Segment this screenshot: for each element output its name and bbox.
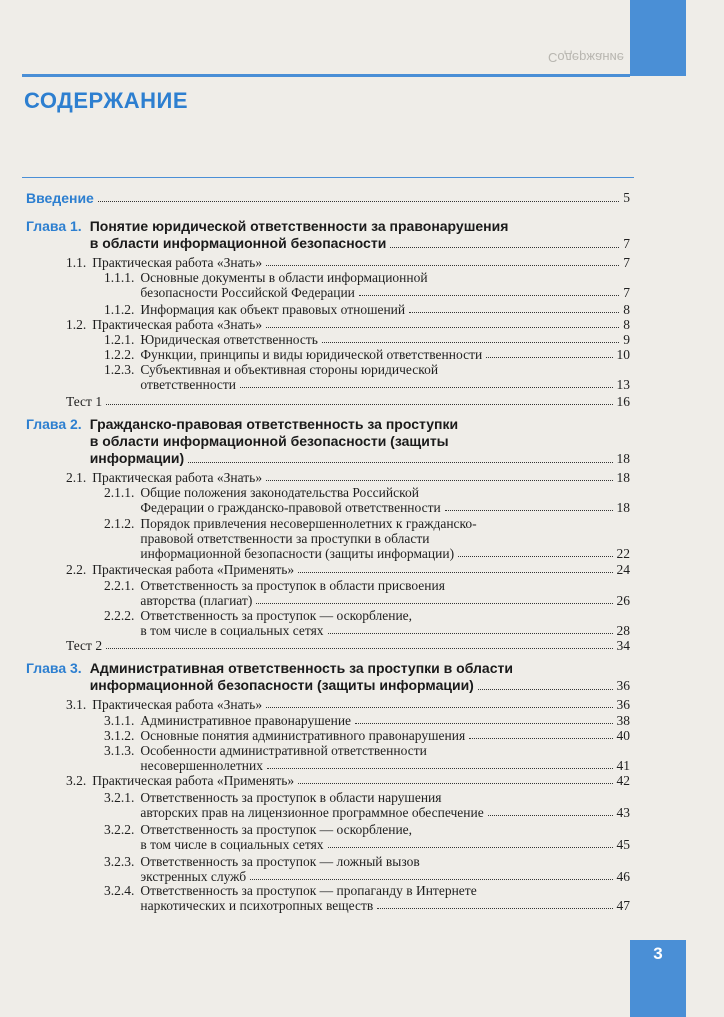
toc-entry-text: Ответственность за проступок — ложный вызов	[140, 854, 420, 869]
toc-page-number: 16	[616, 394, 630, 409]
header-label: Содержание	[548, 50, 624, 65]
dot-leader	[106, 648, 612, 649]
dot-leader	[355, 723, 612, 724]
dot-leader	[390, 247, 619, 248]
section-number: 3.1.2.	[104, 728, 135, 743]
toc-page-number: 47	[616, 898, 630, 913]
toc-entry-s3-1-3	[104, 743, 630, 773]
toc-entry-text: несовершеннолетних	[140, 758, 263, 773]
toc-entry-text: в том числе в социальных сетях	[140, 623, 324, 638]
toc-page-number: 18	[616, 470, 630, 485]
chapter-label: Глава 2.	[26, 416, 82, 432]
toc-page-number: 7	[623, 285, 630, 300]
section-number: 1.2.1.	[104, 332, 135, 347]
toc-page-number: 22	[616, 546, 630, 561]
toc-entry-s1-2	[66, 317, 630, 332]
toc-page-number: 8	[623, 302, 630, 317]
section-number: 3.1.1.	[104, 713, 135, 728]
dot-leader	[409, 312, 619, 313]
section-number: 2.2.	[66, 562, 87, 577]
toc-entry-text: Федерации о гражданско-правовой ответственности	[140, 500, 441, 515]
toc-entry-text: наркотических и психотропных веществ	[140, 898, 374, 913]
toc-entry-text: Тест 1	[66, 394, 103, 409]
section-number: 1.1.2.	[104, 302, 135, 317]
dot-leader	[445, 510, 613, 511]
chapter-label: Глава 1.	[26, 218, 82, 234]
toc-page-number: 36	[616, 678, 630, 693]
toc-entry-text: в том числе в социальных сетях	[140, 837, 324, 852]
toc-entry-text: авторских прав на лицензионное программное обеспечение	[140, 805, 484, 820]
toc-entry-text: безопасности Российской Федерации	[140, 285, 355, 300]
page-title: СОДЕРЖАНИЕ	[24, 88, 189, 113]
toc-entry-s2-1-1	[104, 485, 630, 515]
toc-entry-text: Ответственность за проступок — оскорбление,	[140, 608, 413, 623]
toc-page-number: 43	[616, 805, 630, 820]
toc-entry-s3-1-2	[104, 728, 630, 743]
toc-entry-s3-2-4	[104, 883, 630, 913]
toc-page-number: 34	[616, 638, 630, 653]
toc-entry-text: Субъективная и объективная стороны юридической	[140, 362, 439, 377]
toc-entry-s1-1-1	[104, 270, 630, 300]
toc-page-number: 45	[616, 837, 630, 852]
toc-entry-text: Особенности административной ответственности	[140, 743, 427, 758]
toc-entry-s3-1	[66, 697, 630, 712]
toc-entry-text: Тест 2	[66, 638, 103, 653]
section-number: 3.2.2.	[104, 822, 135, 837]
toc-entry-text: Юридическая ответственность	[140, 332, 318, 347]
section-number: 3.1.	[66, 697, 87, 712]
toc-entry-label: Введение	[26, 190, 94, 206]
dot-leader	[98, 201, 619, 202]
toc-entry-s3-2-2	[104, 822, 630, 852]
toc-entry-text: Ответственность за проступок — оскорбление,	[140, 822, 413, 837]
toc-entry-text: информационной безопасности (защиты информации)	[89, 677, 474, 693]
section-number: 2.1.	[66, 470, 87, 485]
dot-leader	[240, 387, 612, 388]
toc-entry-text: Практическая работа «Знать»	[92, 697, 263, 712]
dot-leader	[266, 707, 612, 708]
toc-entry-t2	[66, 638, 630, 653]
toc-entry-s3-2	[66, 773, 630, 788]
section-number: 2.1.1.	[104, 485, 135, 500]
section-number: 1.2.	[66, 317, 87, 332]
toc-entry-text: информации)	[89, 450, 185, 466]
dot-leader	[266, 480, 612, 481]
toc-entry-text: Практическая работа «Применять»	[92, 773, 295, 788]
section-number: 3.1.3.	[104, 743, 135, 758]
toc-entry-text: авторства (плагиат)	[140, 593, 253, 608]
section-number: 1.1.	[66, 255, 87, 270]
toc-entry-text: Понятие юридической ответственности за правонарушения	[89, 218, 509, 234]
section-number: 2.2.1.	[104, 578, 135, 593]
section-number: 1.1.1.	[104, 270, 135, 285]
toc-page-number: 36	[616, 697, 630, 712]
toc-entry-text: Административное правонарушение	[140, 713, 352, 728]
dot-leader	[488, 815, 613, 816]
toc-entry-s2-1	[66, 470, 630, 485]
dot-leader	[322, 342, 619, 343]
toc-entry-text: Ответственность за проступок — пропаганду в Интернете	[140, 883, 477, 898]
toc-entry-text: Информация как объект правовых отношений	[140, 302, 406, 317]
toc-entry-ch3	[26, 660, 630, 694]
dot-leader	[298, 572, 612, 573]
section-number: 2.1.2.	[104, 516, 135, 531]
toc-entry-text: информационной безопасности (защиты информации)	[140, 546, 455, 561]
toc-entry-s2-1-2	[104, 516, 630, 561]
toc-page-number: 13	[616, 377, 630, 392]
toc-entry-s2-2-1	[104, 578, 630, 608]
dot-leader	[377, 908, 612, 909]
toc-page-number: 9	[623, 332, 630, 347]
toc-page-number: 24	[616, 562, 630, 577]
dot-leader	[458, 556, 612, 557]
page-number: 3	[653, 944, 663, 963]
toc-entry-text: экстренных служб	[140, 869, 247, 884]
toc-page-number: 18	[616, 451, 630, 466]
toc-entry-text: Общие положения законодательства Российской	[140, 485, 419, 500]
toc-entry-s1-2-1	[104, 332, 630, 347]
toc-page-number: 7	[623, 236, 630, 251]
toc-entry-text: Ответственность за проступок в области присвоения	[140, 578, 445, 593]
toc-entry-text: ответственности	[140, 377, 237, 392]
toc-entry-s1-1	[66, 255, 630, 270]
toc-page-number: 28	[616, 623, 630, 638]
dot-leader	[266, 265, 619, 266]
dot-leader	[267, 768, 613, 769]
toc-entry-text: Административная ответственность за проступки в области	[89, 660, 513, 676]
toc-entry-text: Ответственность за проступок в области нарушения	[140, 790, 442, 805]
toc-entry-text: Основные документы в области информационной	[140, 270, 428, 285]
toc-entry-s2-2-2	[104, 608, 630, 638]
section-number: 3.2.	[66, 773, 87, 788]
dot-leader	[328, 633, 613, 634]
toc-entry-text: Функции, принципы и виды юридической ответственности	[140, 347, 483, 362]
dot-leader	[359, 295, 619, 296]
toc-entry-text: Практическая работа «Знать»	[92, 255, 263, 270]
dot-leader	[478, 689, 613, 690]
toc-entry-text: Порядок привлечения несовершеннолетних к гражданско-	[140, 516, 477, 531]
toc-entry-ch1	[26, 218, 630, 252]
toc-entry-text: правовой ответственности за проступки в области	[140, 531, 430, 546]
toc-entry-s1-2-3	[104, 362, 630, 392]
dot-leader	[250, 879, 612, 880]
chapter-label: Глава 3.	[26, 660, 82, 676]
toc-entry-intro	[26, 190, 630, 206]
section-number: 1.2.2.	[104, 347, 135, 362]
dot-leader	[469, 738, 612, 739]
section-number: 3.2.3.	[104, 854, 135, 869]
dot-leader	[106, 404, 612, 405]
dot-leader	[486, 357, 612, 358]
toc-entry-text: в области информационной безопасности (защиты	[89, 433, 449, 449]
toc-page-number: 5	[623, 190, 630, 205]
toc-page-number: 40	[616, 728, 630, 743]
toc-entry-ch2	[26, 416, 630, 467]
dot-leader	[298, 783, 612, 784]
toc-entry-text: Основные понятия административного правонарушения	[140, 728, 466, 743]
toc-page-number: 18	[616, 500, 630, 515]
toc-page-number: 8	[623, 317, 630, 332]
section-number: 3.2.4.	[104, 883, 135, 898]
toc-entry-text: Практическая работа «Знать»	[92, 470, 263, 485]
toc-entry-t1	[66, 394, 630, 409]
toc-entry-text: Практическая работа «Знать»	[92, 317, 263, 332]
toc-entry-s2-2	[66, 562, 630, 577]
toc-page-number: 7	[623, 255, 630, 270]
toc-page-number: 38	[616, 713, 630, 728]
toc-entry-s1-1-2	[104, 302, 630, 317]
section-number: 3.2.1.	[104, 790, 135, 805]
toc-entry-text: Гражданско-правовая ответственность за проступки	[89, 416, 459, 432]
section-number: 2.2.2.	[104, 608, 135, 623]
toc-page-number: 41	[616, 758, 630, 773]
toc-entry-s3-2-1	[104, 790, 630, 820]
toc-entry-text: в области информационной безопасности	[89, 235, 387, 251]
toc-page-number: 46	[616, 869, 630, 884]
dot-leader	[328, 847, 613, 848]
toc-page-number: 10	[616, 347, 630, 362]
toc-page-number: 26	[616, 593, 630, 608]
toc-entry-s1-2-2	[104, 347, 630, 362]
toc-entry-text: Практическая работа «Применять»	[92, 562, 295, 577]
dot-leader	[256, 603, 612, 604]
dot-leader	[188, 462, 612, 463]
dot-leader	[266, 327, 619, 328]
section-number: 1.2.3.	[104, 362, 135, 377]
toc-entry-s3-2-3	[104, 854, 630, 884]
toc-page-number: 42	[616, 773, 630, 788]
toc-entry-s3-1-1	[104, 713, 630, 728]
